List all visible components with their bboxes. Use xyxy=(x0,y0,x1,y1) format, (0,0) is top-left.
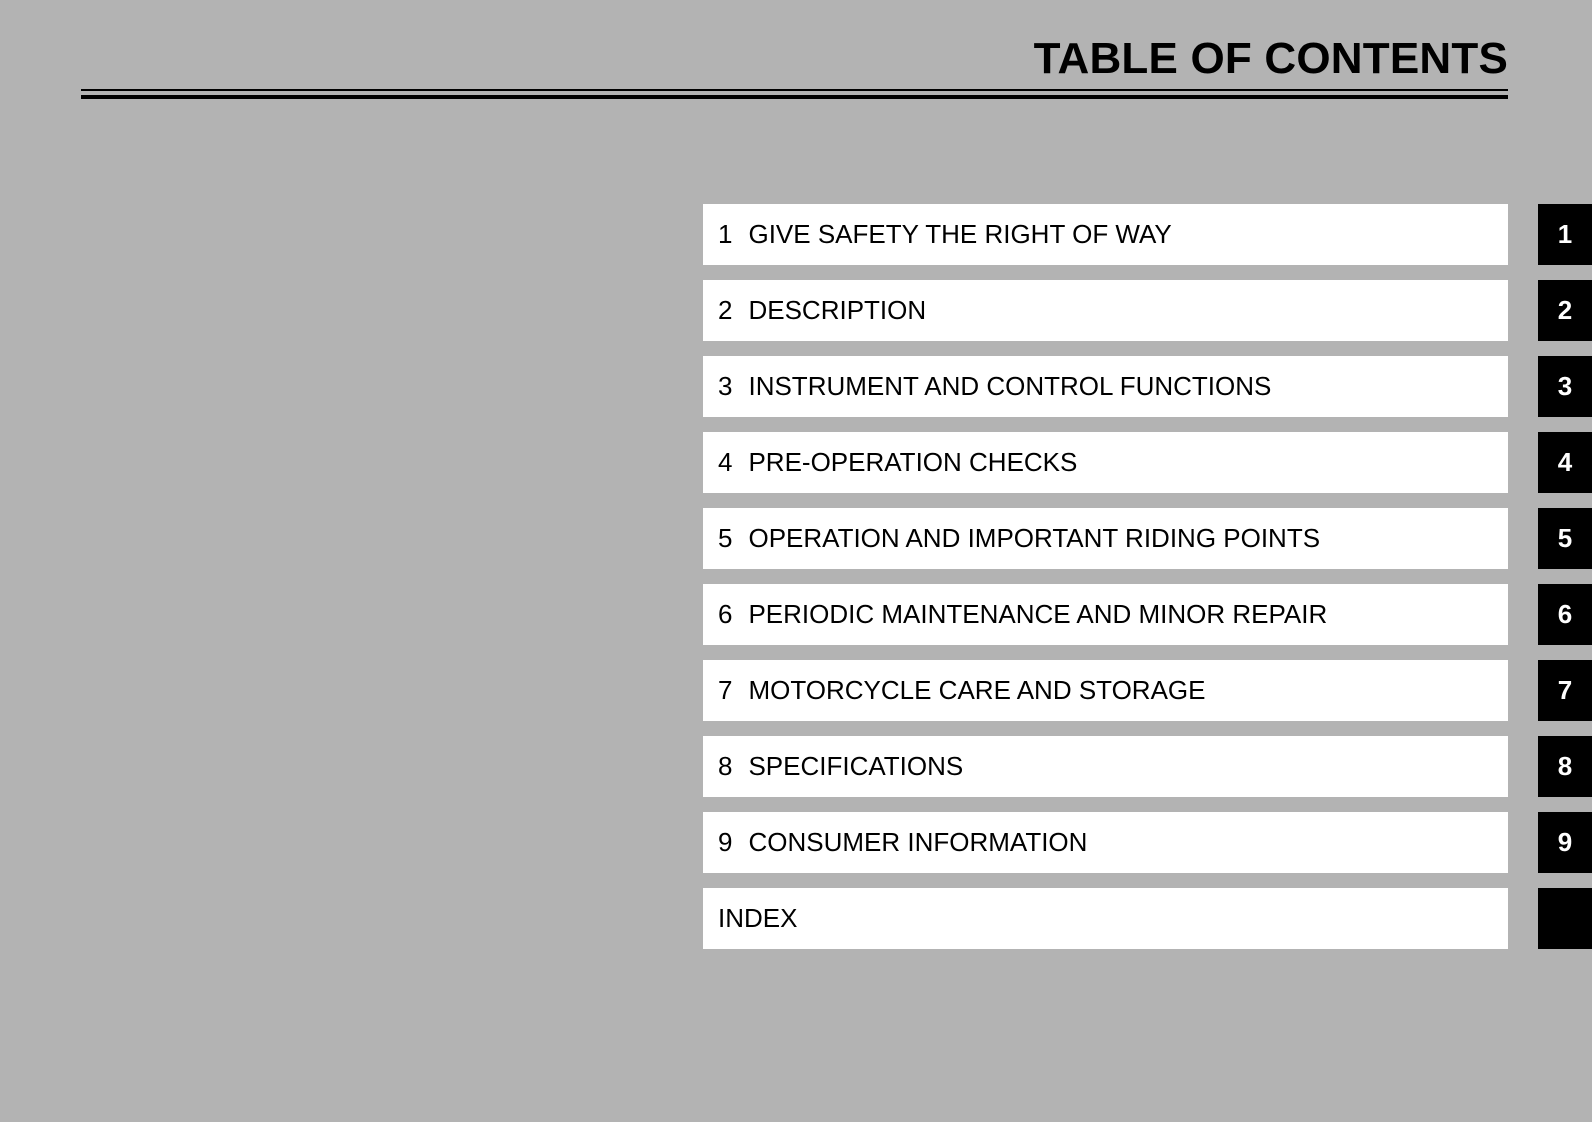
toc-entry-label: SPECIFICATIONS xyxy=(748,751,964,781)
toc-row-4 xyxy=(0,432,1592,493)
toc-entry-8[interactable] xyxy=(703,736,1508,797)
toc-entry-number: 9 xyxy=(718,827,733,857)
chapter-tab-3[interactable]: 3 xyxy=(1538,356,1592,417)
header-rule-thin xyxy=(81,89,1508,91)
toc-entry-label: GIVE SAFETY THE RIGHT OF WAY xyxy=(748,219,1172,249)
toc-entry-2[interactable] xyxy=(703,280,1508,341)
chapter-tab-2[interactable]: 2 xyxy=(1538,280,1592,341)
toc-row-1 xyxy=(0,204,1592,265)
toc-entry-5[interactable] xyxy=(703,508,1508,569)
toc-row-5 xyxy=(0,508,1592,569)
chapter-tab-7[interactable]: 7 xyxy=(1538,660,1592,721)
toc-entry-7[interactable] xyxy=(703,660,1508,721)
toc-row-3 xyxy=(0,356,1592,417)
toc-entry-number: 2 xyxy=(718,295,733,325)
toc-row-9 xyxy=(0,812,1592,873)
toc-entry-number: 5 xyxy=(718,523,733,553)
toc-entry-index[interactable] xyxy=(703,888,1508,949)
toc-entry-label: MOTORCYCLE CARE AND STORAGE xyxy=(748,675,1206,705)
toc-entry-label: PERIODIC MAINTENANCE AND MINOR REPAIR xyxy=(748,599,1328,629)
toc-entry-number: 1 xyxy=(718,219,733,249)
toc-list xyxy=(0,204,1592,964)
toc-row-index xyxy=(0,888,1592,949)
toc-row-2 xyxy=(0,280,1592,341)
toc-entry-number: 8 xyxy=(718,751,733,781)
chapter-tab-8[interactable]: 8 xyxy=(1538,736,1592,797)
toc-entry-label: PRE-OPERATION CHECKS xyxy=(748,447,1078,477)
page-title: TABLE OF CONTENTS xyxy=(1033,34,1508,83)
toc-row-6 xyxy=(0,584,1592,645)
toc-row-7 xyxy=(0,660,1592,721)
toc-entry-4[interactable] xyxy=(703,432,1508,493)
chapter-tab-6[interactable]: 6 xyxy=(1538,584,1592,645)
toc-entry-9[interactable] xyxy=(703,812,1508,873)
toc-entry-number: 3 xyxy=(718,371,733,401)
chapter-tab-index[interactable] xyxy=(1538,888,1592,949)
toc-entry-6[interactable] xyxy=(703,584,1508,645)
toc-entry-number: 6 xyxy=(718,599,733,629)
chapter-tab-1[interactable]: 1 xyxy=(1538,204,1592,265)
toc-entry-label: OPERATION AND IMPORTANT RIDING POINTS xyxy=(748,523,1321,553)
toc-entry-3[interactable] xyxy=(703,356,1508,417)
toc-entry-label: INDEX xyxy=(718,903,798,933)
toc-entry-number: 4 xyxy=(718,447,733,477)
toc-entry-label: DESCRIPTION xyxy=(748,295,927,325)
toc-entry-label: CONSUMER INFORMATION xyxy=(748,827,1088,857)
header-rule-thick xyxy=(81,95,1508,99)
chapter-tab-5[interactable]: 5 xyxy=(1538,508,1592,569)
toc-row-8 xyxy=(0,736,1592,797)
toc-entry-number: 7 xyxy=(718,675,733,705)
chapter-tab-9[interactable]: 9 xyxy=(1538,812,1592,873)
chapter-tab-4[interactable]: 4 xyxy=(1538,432,1592,493)
toc-entry-1[interactable] xyxy=(703,204,1508,265)
toc-entry-label: INSTRUMENT AND CONTROL FUNCTIONS xyxy=(748,371,1272,401)
